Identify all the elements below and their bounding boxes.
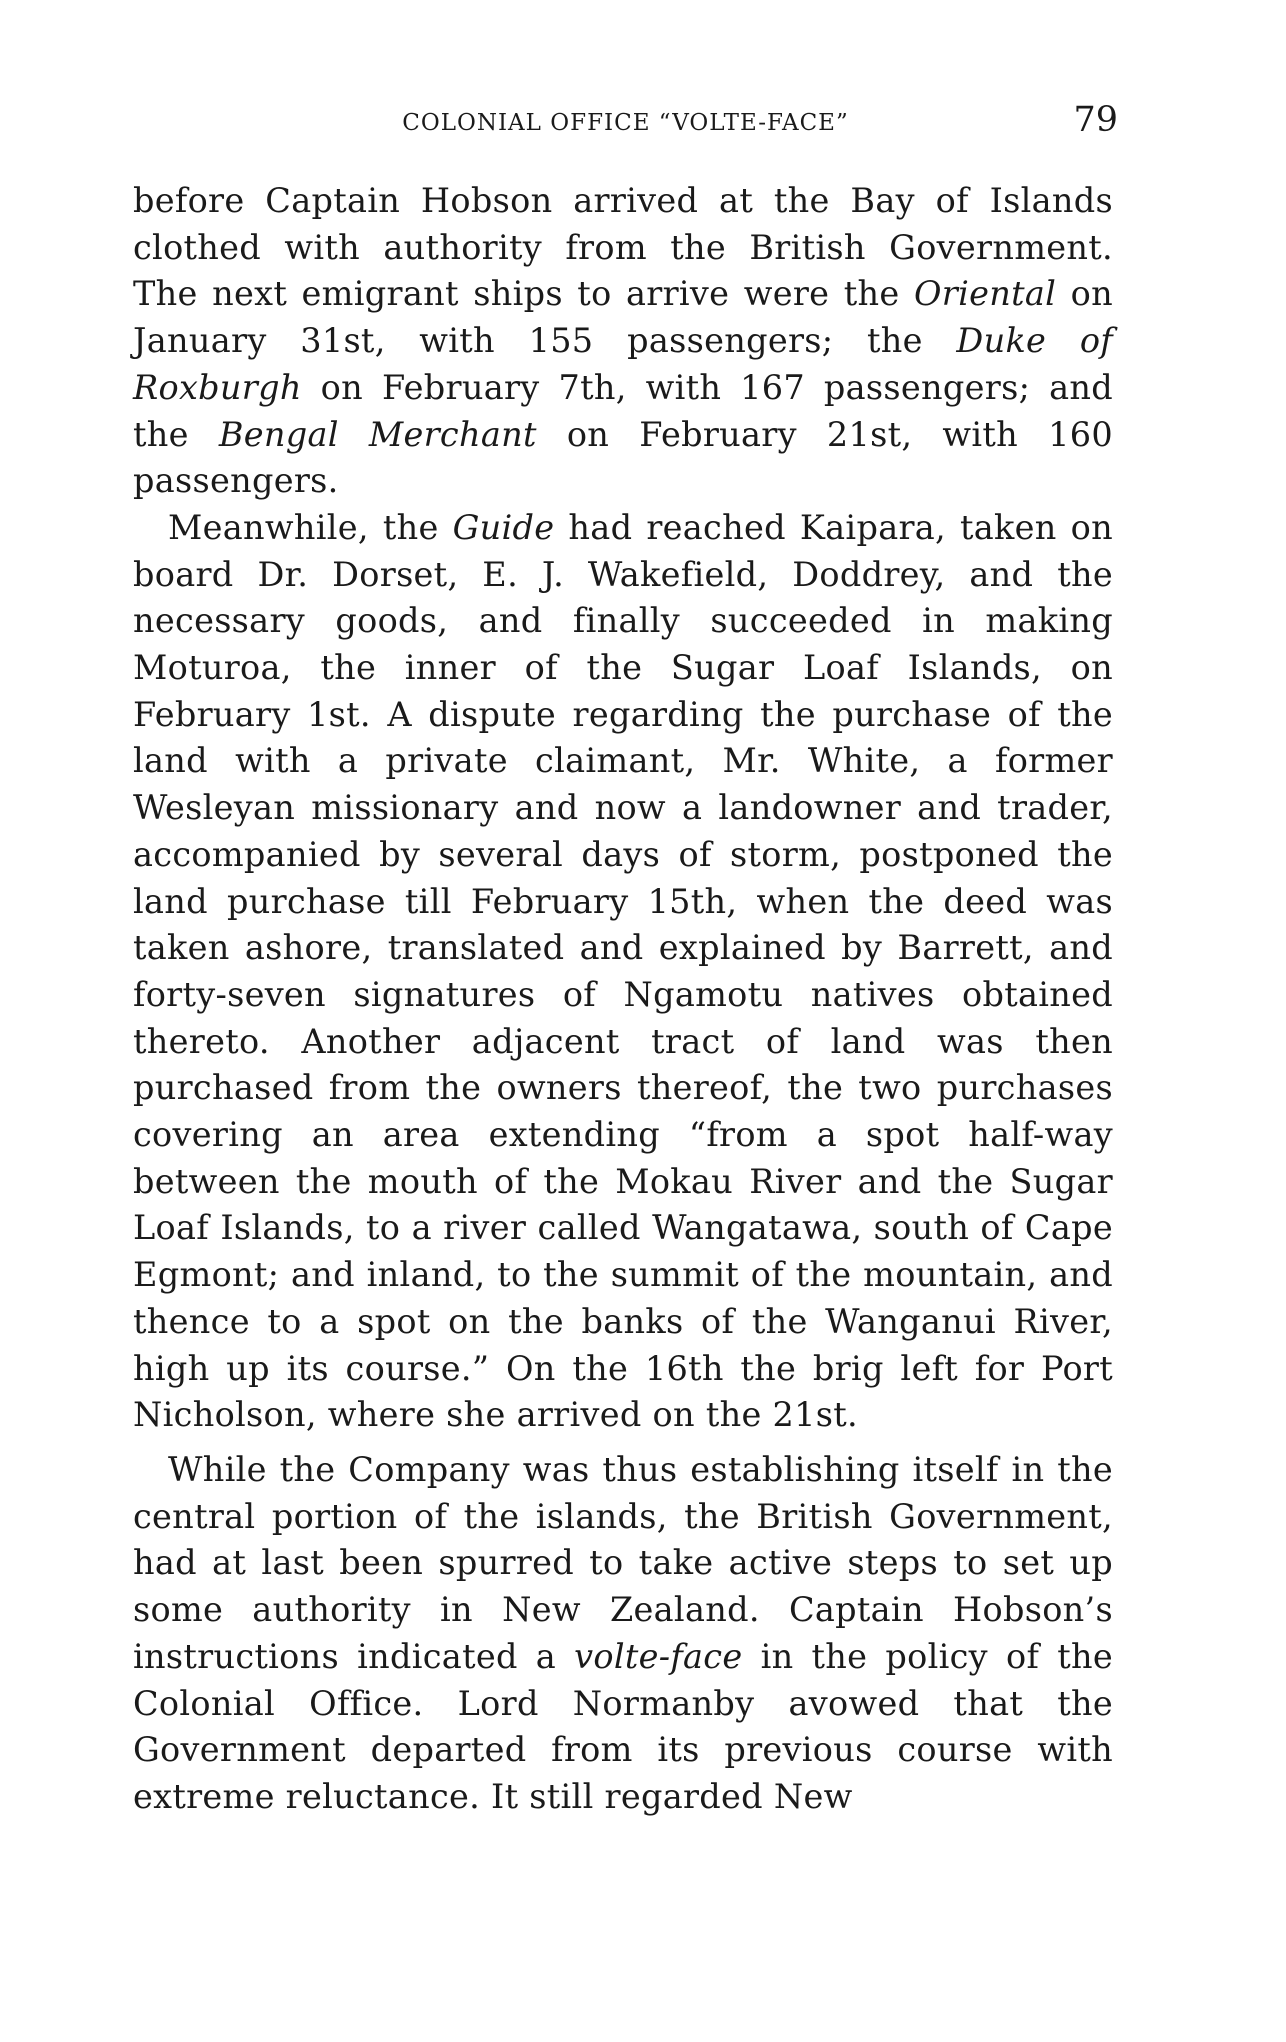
- paragraph-2: [133, 505, 1113, 1439]
- ship-name-bengal-merchant: Bengal Merchant: [218, 414, 537, 454]
- ship-name-oriental: Oriental: [914, 274, 1057, 314]
- body-text: [133, 178, 1113, 1821]
- page-number: 79: [1073, 100, 1118, 140]
- text-segment: in the policy of the Colonial Office. Lord Normanby avowed that the Government departed from its previous course with extreme reluctance. It still regarded New: [133, 1636, 1113, 1816]
- text-segment: before Captain Hobson arrived at the Bay of Islands clothed with authority from the British Government. The next emigrant ships to arrive were the: [133, 181, 1113, 314]
- text-segment: on February 21st, with 160 passengers.: [133, 414, 1113, 501]
- ship-name-guide: Guide: [452, 507, 555, 547]
- paragraph-3: [133, 1447, 1113, 1821]
- text-segment: While the Company was thus establishing itself in the central portion of the islands, the British Government, had at last been spurred to take active steps to set up some authority in New Zealand. Captain Hobson’s instructions indicated a: [133, 1449, 1113, 1676]
- term-volte-face: volte-face: [574, 1636, 743, 1676]
- running-head: [133, 102, 1118, 142]
- text-segment: Meanwhile, the: [168, 507, 453, 547]
- text-segment: on January 31st, with 155 passengers; the: [133, 274, 1113, 361]
- text-segment: had reached Kaipara, taken on board Dr. Dorset, E. J. Wakefield, Doddrey, and the necessary goods, and finally succeeded in making Moturoa, the inner of the Sugar Loaf Islands, on February 1st. A dispute regarding the purchase of the land with a private claimant, Mr. White, a former Wesleyan missionary and now a landowner and trader, accompanied by several days of storm, postponed the land purchase till February 15th, when the deed was taken ashore, translated and explained by Barrett, and forty-seven signatures of Ngamotu natives obtained thereto. Another adjacent tract of land was then purchased from the owners thereof, the two purchases covering an area extending “from a spot half-way between the mouth of the Mokau River and the Sugar Loaf Islands, to a river called Wangatawa, south of Cape Egmont; and inland, to the summit of the mountain, and thence to a spot on the banks of the Wanganui River, high up its course.” On the 16th the brig left for Port Nicholson, where she arrived on the 21st.: [133, 507, 1113, 1435]
- paragraph-1: [133, 178, 1113, 505]
- running-title: COLONIAL OFFICE “VOLTE-FACE”: [402, 110, 849, 136]
- ship-name-duke-of-roxburgh: Duke of Roxburgh: [133, 321, 1113, 407]
- text-segment: on February 7th, with 167 passengers; and the: [133, 367, 1113, 454]
